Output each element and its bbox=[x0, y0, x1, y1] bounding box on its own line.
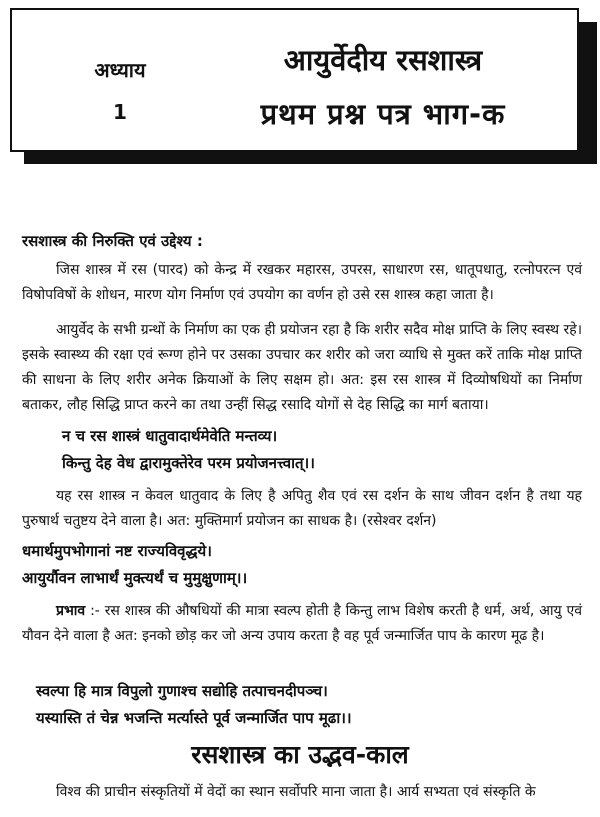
paragraph-purpose: आयुर्वेद के सभी ग्रन्थों के निर्माण का एक ही प्रयोजन रहा है कि शरीर सदैव मोक्ष प्राप्ति के लिए स्वस्थ रहे। इसके स्वास्थ्य की रक्षा एवं रूग्ण होने पर उसका उपचार कर शरीर को जरा व्याधि से मुक्त करें ताकि मोक्ष प्राप्ति की साधना के लिए शरीर अनेक क्रियाओं के लिए सक्षम हो। अत: इस रस शास्त्र में दिव्योषधियों का निर्माण बताकर, लौह सिद्धि प्राप्त करने का तथा उन्हीं सिद्ध रसादि योगों से देह सिद्धि का मार्ग बताया। bbox=[22, 322, 582, 413]
chapter-title-line1: आयुर्वेदीय रसशास्त्र bbox=[283, 43, 483, 77]
shloka-1-line-2: किन्तु देह वेध द्वारामुक्तेरेव परम प्रयोजनत्त्वात्।। bbox=[62, 454, 315, 472]
shloka-2 bbox=[22, 538, 247, 592]
paragraph-origin: विश्व की प्राचीन संस्कृतियों में वेदों का स्थान सर्वोपरि माना जाता है। आर्य सभ्यता एवं संस्कृति के bbox=[56, 784, 536, 800]
shloka-1 bbox=[62, 423, 315, 477]
shloka-2-line-2: आयुर्यौवन लाभार्थं मुक्त्यर्थं च मुमुक्षुणाम्।। bbox=[22, 569, 248, 587]
shloka-2-line-1: धमार्थमुपभोगानां नष्ट राज्यविवृद्धये। bbox=[22, 542, 212, 560]
shloka-3-line-1: स्वल्पा हि मात्र विपुलो गुणाश्च सद्योहि तत्पाचनदीपञ्च। bbox=[36, 682, 328, 700]
prabhav-label: प्रभाव bbox=[56, 603, 86, 619]
chapter-label: अध्याय bbox=[94, 58, 146, 82]
chapter-title-line2: प्रथम प्रश्न पत्र भाग-क bbox=[260, 97, 506, 131]
paragraph-prabhav bbox=[22, 599, 582, 649]
section-heading-origin: रसशास्त्र का उद्भव-काल bbox=[191, 740, 409, 769]
shloka-1-line-1: न च रस शास्त्रं धातुवादार्थमेवेति मन्तव्य। bbox=[62, 427, 278, 445]
chapter-header-box bbox=[10, 8, 579, 152]
section-heading: रसशास्त्र की निरुक्ति एवं उद्देश्य : bbox=[22, 232, 203, 250]
prabhav-text: :- रस शास्त्र की औषधियों की मात्रा स्वल्प होती है किन्तु लाभ विशेष करती है धर्म, अर्थ, आयु एवं यौवन देने वाला है अत: इनको छोड़ कर जो अन्य उपाय करता है वह पूर्व जन्मार्जित पाप के कारण मूढ है। bbox=[22, 603, 583, 644]
shloka-3-line-2: यस्यास्ति तं चेन्न भजन्ति मर्त्यास्ते पूर्व जन्मार्जित पाप मूढा।। bbox=[36, 709, 352, 727]
shloka-3 bbox=[36, 678, 352, 732]
paragraph-darshan: यह रस शास्त्र न केवल धातुवाद के लिए है अपितु शैव एवं रस दर्शन के साथ जीवन दर्शन है तथा यह पुरुषार्थ चतुष्टय देने वाला है। अत: मुक्तिमार्ग प्रयोजन का साधक है। (रसेश्वर दर्शन) bbox=[22, 488, 582, 529]
chapter-number: 1 bbox=[113, 100, 127, 124]
paragraph-definition: जिस शास्त्र में रस (पारद) को केन्द्र में रखकर महारस, उपरस, साधारण रस, धातूपधातु, रत्नोपरत्न एवं विषोपविषों के शोधन, मारण योग निर्माण एवं उपयोग का वर्णन हो उसे रस शास्त्र कहा जाता है। bbox=[22, 262, 582, 303]
